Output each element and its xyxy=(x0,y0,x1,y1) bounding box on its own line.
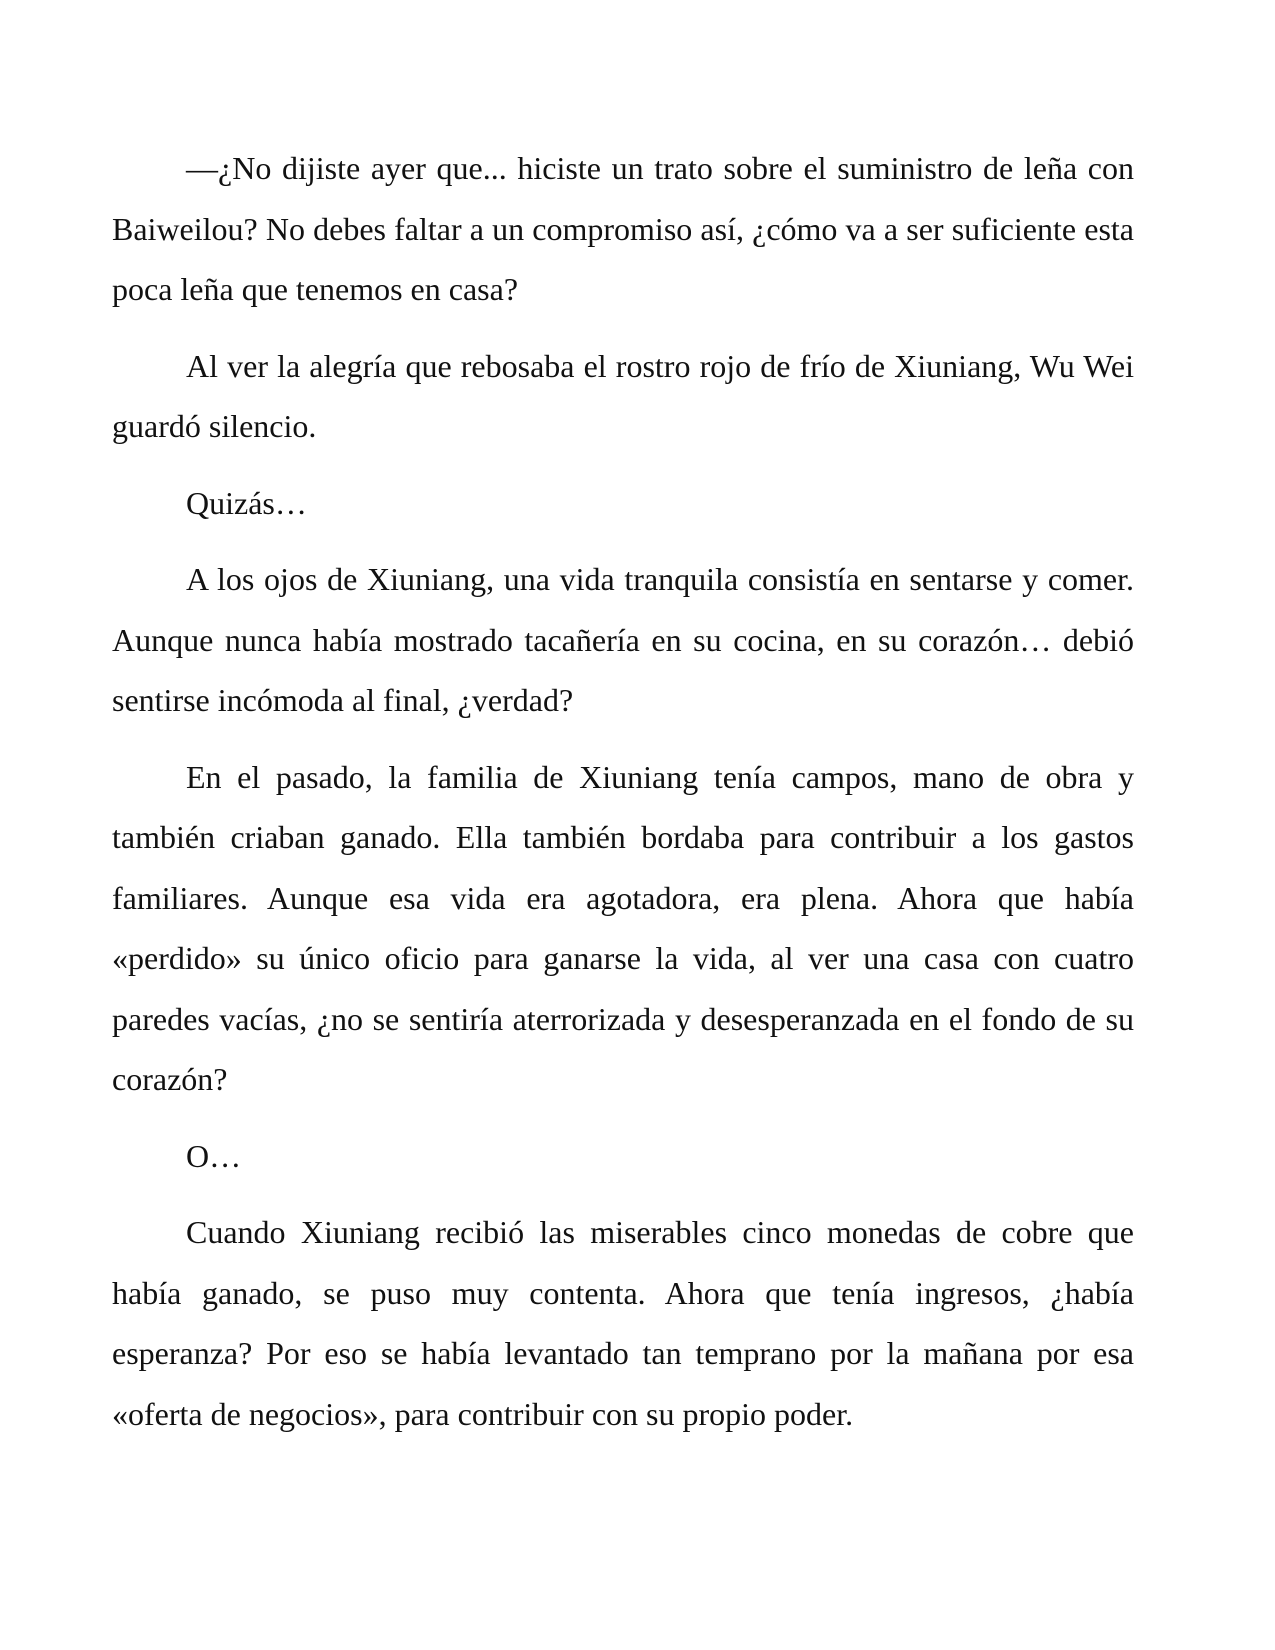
paragraph-3: Quizás… xyxy=(186,484,307,521)
paragraph-6: O… xyxy=(186,1137,242,1174)
document-page xyxy=(112,138,1134,1460)
paragraph-7: Cuando Xiuniang recibió las miserables cinco monedas de cobre que había ganado, se puso muy contenta. Ahora que tenía ingresos, ¿había esperanza? Por eso se había levantado tan temprano por la mañana por esa «oferta de negocios», para contribuir con su propio poder. xyxy=(112,1214,1134,1432)
paragraph-1: —¿No dijiste ayer que... hiciste un trato sobre el suministro de leña con Baiweilou? No debes faltar a un compromiso así, ¿cómo va a ser suficiente esta poca leña que tenemos en casa? xyxy=(112,150,1134,307)
paragraph-5: En el pasado, la familia de Xiuniang tenía campos, mano de obra y también criaban ganado. Ella también bordaba para contribuir a los gastos familiares. Aunque esa vida era agotadora, era plena. Ahora que había «perdido» su único oficio para ganarse la vida, al ver una casa con cuatro paredes vacías, ¿no se sentiría aterrorizada y desesperanzada en el fondo de su corazón? xyxy=(112,758,1134,1097)
paragraph-4: A los ojos de Xiuniang, una vida tranquila consistía en sentarse y comer. Aunque nunca había mostrado tacañería en su cocina, en su corazón… debió sentirse incómoda al final, ¿verdad? xyxy=(112,561,1134,718)
paragraph-2: Al ver la alegría que rebosaba el rostro rojo de frío de Xiuniang, Wu Wei guardó silencio. xyxy=(112,347,1134,444)
